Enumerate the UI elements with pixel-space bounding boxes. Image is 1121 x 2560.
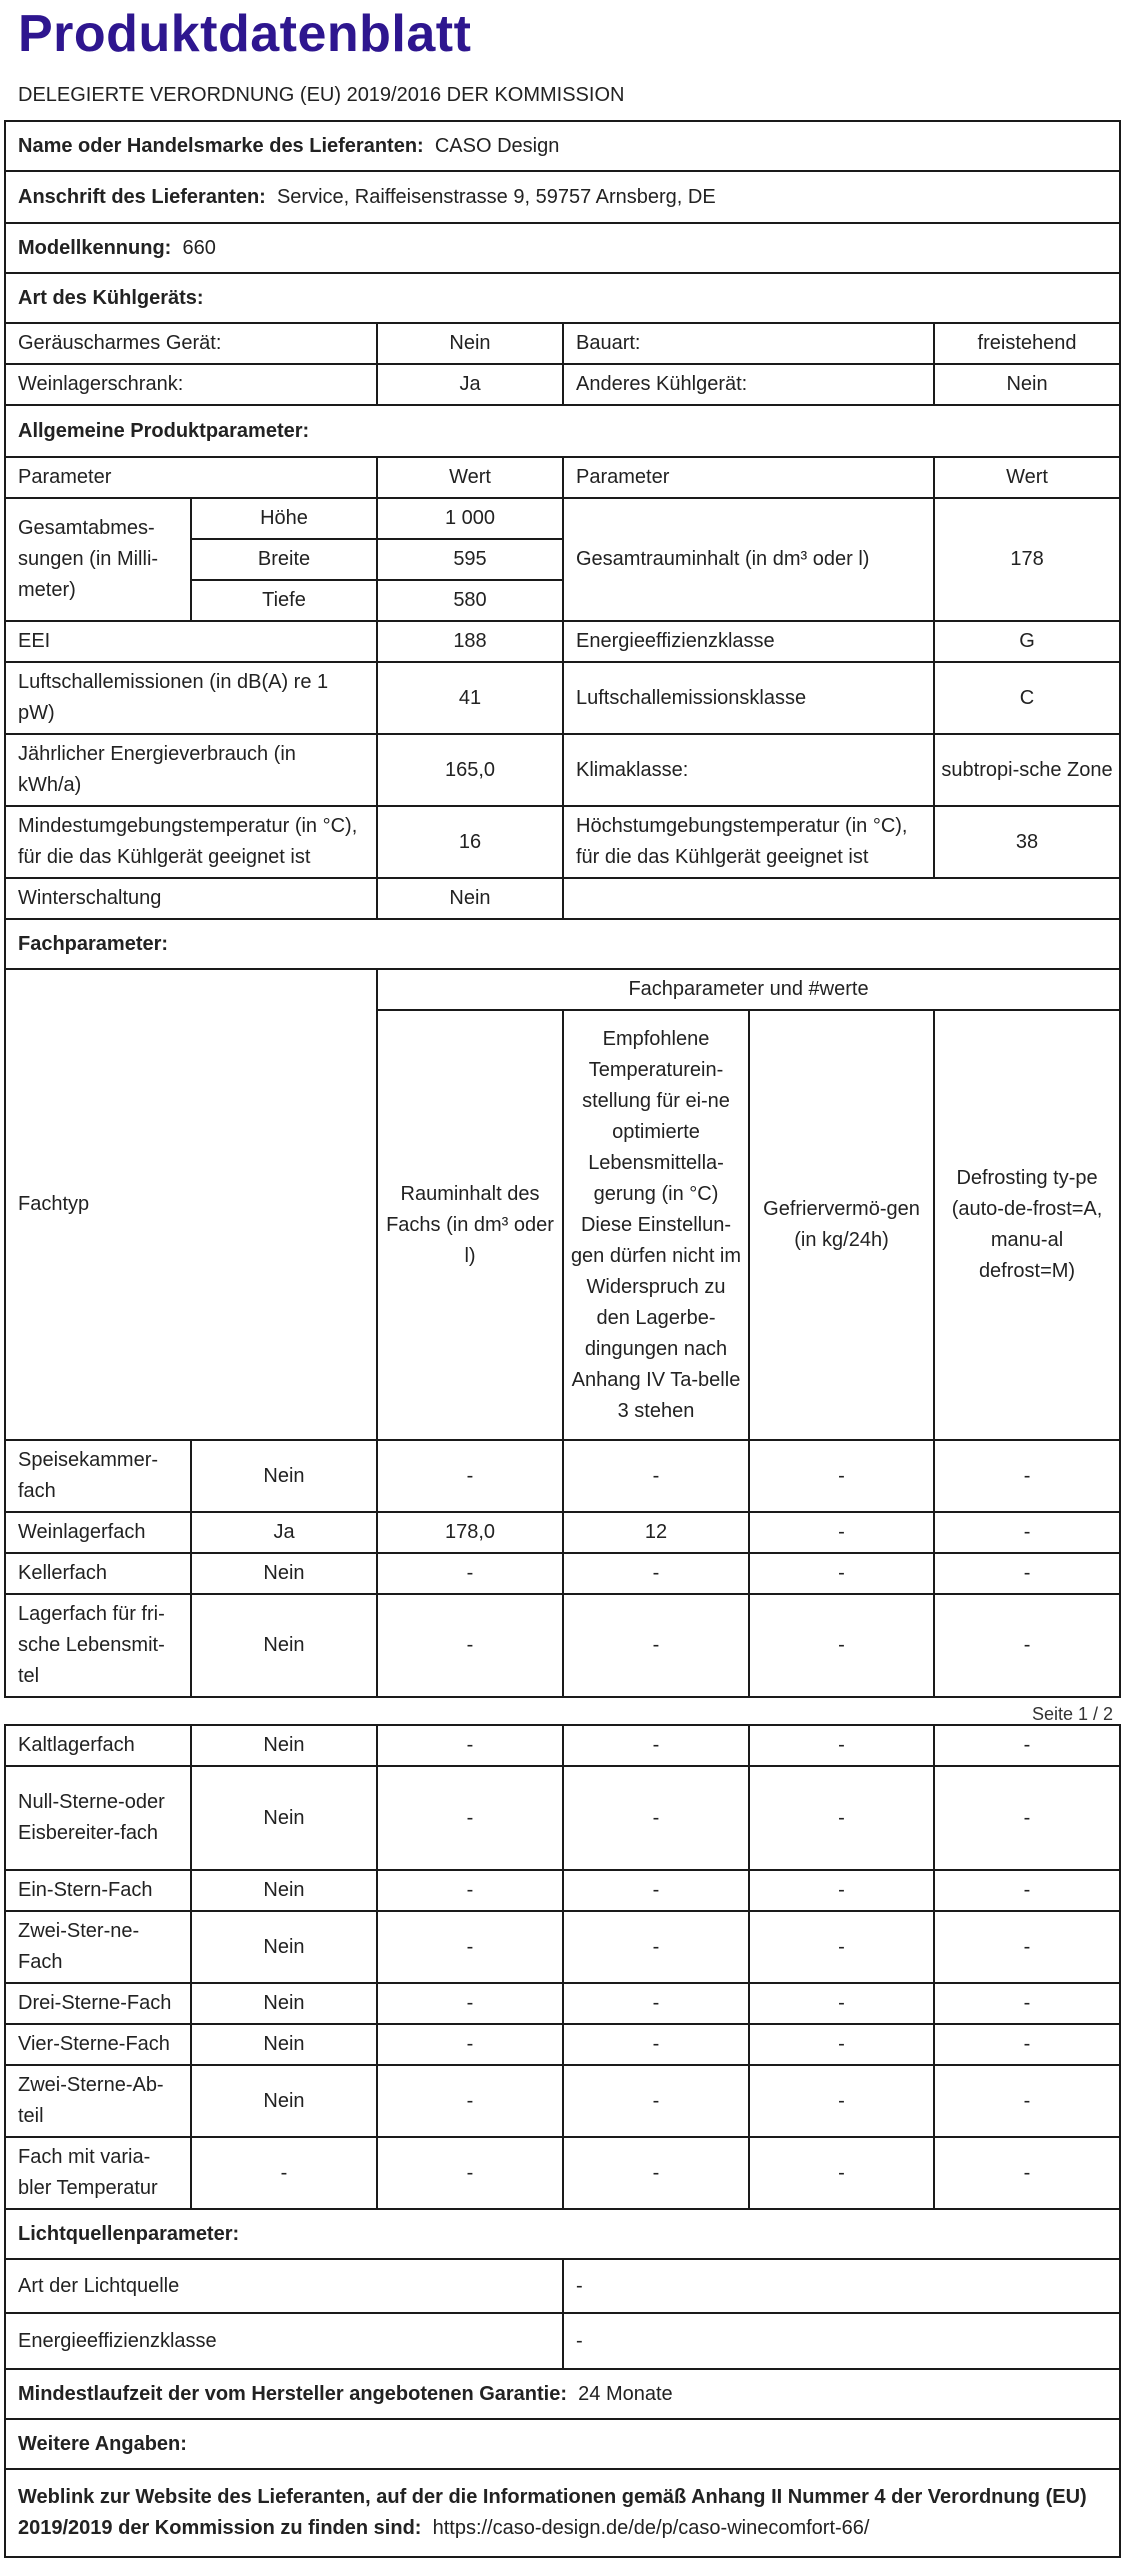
general-row [5, 621, 1120, 662]
weblink-label: Weblink zur Website des Lieferanten, auf der die Informationen gemäß Anhang II Nummer 4 der Verordnung (EU) 2019/2019 der Kommission zu finden sind: [18, 2486, 1087, 2539]
section-header-row [5, 273, 1120, 323]
general-row [5, 806, 1120, 878]
fach-freeze: - [749, 1870, 934, 1911]
fach-name: Drei-Sterne-Fach [5, 1983, 191, 2024]
fach-volume: - [377, 1440, 563, 1512]
section-header-row [5, 405, 1120, 457]
fach-group-header: Fachparameter und #werte [377, 969, 1120, 1010]
fach-defrost: - [934, 2065, 1120, 2137]
fach-row [5, 2065, 1120, 2137]
winter-label: Winterschaltung [5, 878, 377, 919]
type-value: freistehend [934, 323, 1120, 364]
param-label: Klimaklasse: [563, 734, 934, 806]
param-value: C [934, 662, 1120, 734]
fach-present: - [191, 2137, 377, 2209]
fach-temp: - [563, 1983, 749, 2024]
fach-defrost: - [934, 1870, 1120, 1911]
fach-freeze: - [749, 1983, 934, 2024]
param-value: G [934, 621, 1120, 662]
light-label: Energieeffizienzklasse [5, 2313, 563, 2369]
model-label: Modellkennung: [18, 236, 172, 259]
general-section-heading: Allgemeine Produktparameter: [5, 405, 1120, 457]
fach-temp: - [563, 1440, 749, 1512]
type-value: Nein [934, 364, 1120, 405]
fach-volume: - [377, 1983, 563, 2024]
further-info-heading: Weitere Angaben: [5, 2419, 1120, 2469]
dimensions-label: Gesamtabmes-sungen (in Milli-meter) [5, 498, 191, 621]
fach-freeze: - [749, 1440, 934, 1512]
fach-row [5, 1553, 1120, 1594]
fach-temp: - [563, 2024, 749, 2065]
fach-row [5, 1594, 1120, 1697]
fach-name: Zwei-Sterne-Ab-teil [5, 2065, 191, 2137]
fach-defrost: - [934, 1725, 1120, 1766]
param-label: Energieeffizienzklasse [563, 621, 934, 662]
fach-present: Nein [191, 1440, 377, 1512]
param-value: 38 [934, 806, 1120, 878]
light-section-heading: Lichtquellenparameter: [5, 2209, 1120, 2259]
dimension-label: Breite [191, 539, 377, 580]
fach-volume: 178,0 [377, 1512, 563, 1553]
fach-temp: - [563, 1594, 749, 1697]
fach-freeze: - [749, 1594, 934, 1697]
supplier-label: Name oder Handelsmarke des Lieferanten: [18, 134, 424, 157]
section-header-row [5, 2419, 1120, 2469]
general-row [5, 734, 1120, 806]
fach-defrost: - [934, 1766, 1120, 1870]
datasheet-table-page-1 [4, 120, 1121, 1698]
fach-temp: - [563, 1911, 749, 1983]
type-label: Geräuscharmes Gerät: [5, 323, 377, 364]
model-value: 660 [182, 236, 216, 259]
supplier-value: CASO Design [434, 134, 560, 157]
fach-name: Weinlagerfach [5, 1512, 191, 1553]
fach-row [5, 1766, 1120, 1870]
fach-volume: - [377, 1725, 563, 1766]
light-row [5, 2313, 1120, 2369]
fach-name: Kellerfach [5, 1553, 191, 1594]
fach-row [5, 2137, 1120, 2209]
fach-volume: - [377, 2024, 563, 2065]
general-header-row [5, 457, 1120, 498]
fach-name: Kaltlagerfach [5, 1725, 191, 1766]
fach-present: Nein [191, 1725, 377, 1766]
fach-present: Nein [191, 1870, 377, 1911]
fach-freeze: - [749, 2065, 934, 2137]
type-label: Bauart: [563, 323, 934, 364]
fach-row [5, 1725, 1120, 1766]
fach-defrost: - [934, 1512, 1120, 1553]
param-label: Luftschallemissionsklasse [563, 662, 934, 734]
dimension-value: 580 [377, 580, 563, 621]
fach-row [5, 1870, 1120, 1911]
fach-present: Ja [191, 1512, 377, 1553]
fach-defrost: - [934, 1911, 1120, 1983]
fach-volume: - [377, 2137, 563, 2209]
param-label: Mindestumgebungstemperatur (in °C), für die das Kühlgerät geeignet ist [5, 806, 377, 878]
fach-name: Fach mit varia-bler Temperatur [5, 2137, 191, 2209]
fach-volume-header: Rauminhalt des Fachs (in dm³ oder l) [377, 1010, 563, 1440]
winter-value: Nein [377, 878, 563, 919]
fach-name: Zwei-Ster-ne-Fach [5, 1911, 191, 1983]
general-row [5, 662, 1120, 734]
fach-temp: - [563, 1870, 749, 1911]
fach-name: Lagerfach für fri-sche Lebensmit-tel [5, 1594, 191, 1697]
weblink-url[interactable]: https://caso-design.de/de/p/caso-winecomfort-66/ [432, 2517, 870, 2539]
section-header-row [5, 2209, 1120, 2259]
param-label: Luftschallemissionen (in dB(A) re 1 pW) [5, 662, 377, 734]
fach-row [5, 1983, 1120, 2024]
column-header: Wert [934, 457, 1120, 498]
winter-row [5, 878, 1120, 919]
fach-volume: - [377, 1766, 563, 1870]
fach-freeze: - [749, 2024, 934, 2065]
address-value: Service, Raiffeisenstrasse 9, 59757 Arnsberg, DE [276, 185, 716, 208]
fach-defrost: - [934, 2137, 1120, 2209]
fach-volume: - [377, 2065, 563, 2137]
fach-temp: - [563, 2137, 749, 2209]
type-row [5, 364, 1120, 405]
supplier-row [5, 121, 1120, 171]
light-value: - [563, 2313, 1120, 2369]
fach-defrost: - [934, 2024, 1120, 2065]
volume-label: Gesamtrauminhalt (in dm³ oder l) [563, 498, 934, 621]
fach-header-row [5, 969, 1120, 1010]
column-header: Parameter [5, 457, 377, 498]
fach-present: Nein [191, 1983, 377, 2024]
fach-temp: 12 [563, 1512, 749, 1553]
fach-row [5, 2024, 1120, 2065]
fach-freeze: - [749, 1766, 934, 1870]
param-label: Höchstumgebungstemperatur (in °C), für die das Kühlgerät geeignet ist [563, 806, 934, 878]
regulation-subtitle: DELEGIERTE VERORDNUNG (EU) 2019/2016 DER KOMMISSION [18, 84, 625, 106]
fach-temp: - [563, 1553, 749, 1594]
fach-temp-header: Empfohlene Temperaturein-stellung für ei-ne optimierte Lebensmittella-gerung (in °C) Diese Einstellun-gen dürfen nicht im Widerspruch zu den Lagerbe-dingungen nach Anhang IV Ta-belle 3 stehen [563, 1010, 749, 1440]
fach-freeze: - [749, 1725, 934, 1766]
fach-present: Nein [191, 2065, 377, 2137]
fach-volume: - [377, 1553, 563, 1594]
fach-present: Nein [191, 1553, 377, 1594]
fach-freeze: - [749, 2137, 934, 2209]
dimension-value: 1 000 [377, 498, 563, 539]
fach-name: Ein-Stern-Fach [5, 1870, 191, 1911]
fach-row [5, 1911, 1120, 1983]
fach-defrost: - [934, 1594, 1120, 1697]
empty-cell [563, 878, 1120, 919]
fach-defrost: - [934, 1440, 1120, 1512]
column-header: Parameter [563, 457, 934, 498]
fach-freeze: - [749, 1553, 934, 1594]
volume-value: 178 [934, 498, 1120, 621]
address-label: Anschrift des Lieferanten: [18, 185, 266, 208]
fach-defrost: - [934, 1553, 1120, 1594]
param-value: 165,0 [377, 734, 563, 806]
warranty-value: 24 Monate [578, 2382, 673, 2405]
fach-volume: - [377, 1594, 563, 1697]
fach-defrost: - [934, 1983, 1120, 2024]
dimensions-row [5, 498, 1120, 539]
fach-volume: - [377, 1911, 563, 1983]
type-label: Anderes Kühlgerät: [563, 364, 934, 405]
fach-volume: - [377, 1870, 563, 1911]
fachtyp-header: Fachtyp [5, 969, 377, 1440]
fach-section-heading: Fachparameter: [5, 919, 1120, 969]
dimension-value: 595 [377, 539, 563, 580]
type-label: Weinlagerschrank: [5, 364, 377, 405]
fach-name: Speisekammer-fach [5, 1440, 191, 1512]
light-row [5, 2259, 1120, 2313]
model-row [5, 223, 1120, 273]
fach-freeze: - [749, 1911, 934, 1983]
fach-temp: - [563, 2065, 749, 2137]
type-value: Ja [377, 364, 563, 405]
warranty-row [5, 2369, 1120, 2419]
param-value: 41 [377, 662, 563, 734]
fach-name: Null-Sterne-oder Eisbereiter-fach [5, 1766, 191, 1870]
fach-row [5, 1440, 1120, 1512]
param-value: 188 [377, 621, 563, 662]
address-row [5, 171, 1120, 223]
type-value: Nein [377, 323, 563, 364]
light-label: Art der Lichtquelle [5, 2259, 563, 2313]
dimension-label: Tiefe [191, 580, 377, 621]
fach-freeze: - [749, 1512, 934, 1553]
fach-present: Nein [191, 1766, 377, 1870]
fach-name: Vier-Sterne-Fach [5, 2024, 191, 2065]
type-section-heading: Art des Kühlgeräts: [5, 273, 1120, 323]
fach-defrost-header: Defrosting ty-pe (auto-de-frost=A, manu-al defrost=M) [934, 1010, 1120, 1440]
fach-temp: - [563, 1766, 749, 1870]
light-value: - [563, 2259, 1120, 2313]
fach-present: Nein [191, 1911, 377, 1983]
column-header: Wert [377, 457, 563, 498]
fach-present: Nein [191, 1594, 377, 1697]
param-label: Jährlicher Energieverbrauch (in kWh/a) [5, 734, 377, 806]
section-header-row [5, 919, 1120, 969]
weblink-row [5, 2469, 1120, 2557]
fach-temp: - [563, 1725, 749, 1766]
param-value: 16 [377, 806, 563, 878]
type-row [5, 323, 1120, 364]
fach-row [5, 1512, 1120, 1553]
page-number: Seite 1 / 2 [1031, 1704, 1113, 1724]
datasheet-table-page-2 [4, 1724, 1121, 2558]
page-title: Produktdatenblatt [18, 5, 472, 63]
fach-freeze-header: Gefriervermö-gen (in kg/24h) [749, 1010, 934, 1440]
dimension-label: Höhe [191, 498, 377, 539]
param-value: subtropi-sche Zone [934, 734, 1120, 806]
fach-present: Nein [191, 2024, 377, 2065]
param-label: EEI [5, 621, 377, 662]
warranty-label: Mindestlaufzeit der vom Hersteller angebotenen Garantie: [18, 2382, 568, 2405]
